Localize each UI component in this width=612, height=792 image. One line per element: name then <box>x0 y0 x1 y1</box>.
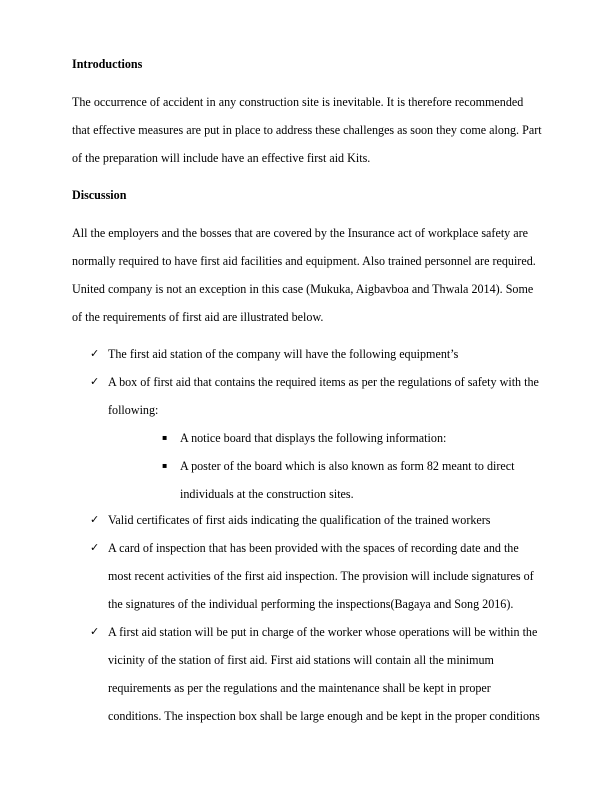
discussion-line-1: All the employers and the bosses that are covered by the Insurance act of workplace safety are <box>72 226 529 240</box>
bullet-4-line-3: the signatures of the individual performing the inspections(Bagaya and Song 2016). <box>108 597 514 611</box>
bullet-2-line-1: A box of first aid that contains the required items as per the regulations of safety with the <box>108 375 539 389</box>
discussion-line-2: normally required to have first aid facilities and equipment. Also trained personnel are required. <box>72 254 536 268</box>
checkmark-icon: ✓ <box>90 541 100 554</box>
bullet-2-line-2: following: <box>108 403 159 417</box>
intro-heading: Introductions <box>72 57 143 71</box>
square-bullet-icon: ▪ <box>162 433 168 442</box>
bullet-5-line-4: conditions. The inspection box shall be large enough and be kept in the proper conditions <box>108 709 540 723</box>
discussion-line-4: of the requirements of first aid are illustrated below. <box>72 310 324 324</box>
checkmark-icon: ✓ <box>90 375 100 388</box>
checkmark-icon: ✓ <box>90 347 100 360</box>
sub-bullet-2-line-1: A poster of the board which is also known as form 82 meant to direct <box>180 459 515 473</box>
bullet-3-line-1: Valid certificates of first aids indicating the qualification of the trained workers <box>108 513 491 527</box>
bullet-1-line-1: The first aid station of the company will have the following equipment’s <box>108 347 459 361</box>
sub-bullet-2-line-2: individuals at the construction sites. <box>180 487 354 501</box>
discussion-heading: Discussion <box>72 188 127 202</box>
bullet-4-line-1: A card of inspection that has been provided with the spaces of recording date and the <box>108 541 519 555</box>
intro-line-3: of the preparation will include have an effective first aid Kits. <box>72 151 371 165</box>
checkmark-icon: ✓ <box>90 625 100 638</box>
bullet-5-line-2: vicinity of the station of first aid. First aid stations will contain all the minimum <box>108 653 494 667</box>
intro-line-1: The occurrence of accident in any construction site is inevitable. It is therefore recommended <box>72 95 524 109</box>
bullet-5-line-3: requirements as per the regulations and the maintenance shall be kept in proper <box>108 681 491 695</box>
discussion-line-3: United company is not an exception in this case (Mukuka, Aigbavboa and Thwala 2014). Some <box>72 282 534 296</box>
sub-bullet-1-line-1: A notice board that displays the following information: <box>180 431 447 445</box>
intro-line-2: that effective measures are put in place to address these challenges as soon they come along. Part <box>72 123 542 137</box>
bullet-5-line-1: A first aid station will be put in charge of the worker whose operations will be within the <box>108 625 538 639</box>
checkmark-icon: ✓ <box>90 513 100 526</box>
bullet-4-line-2: most recent activities of the first aid inspection. The provision will include signatures of <box>108 569 534 583</box>
square-bullet-icon: ▪ <box>162 461 168 470</box>
